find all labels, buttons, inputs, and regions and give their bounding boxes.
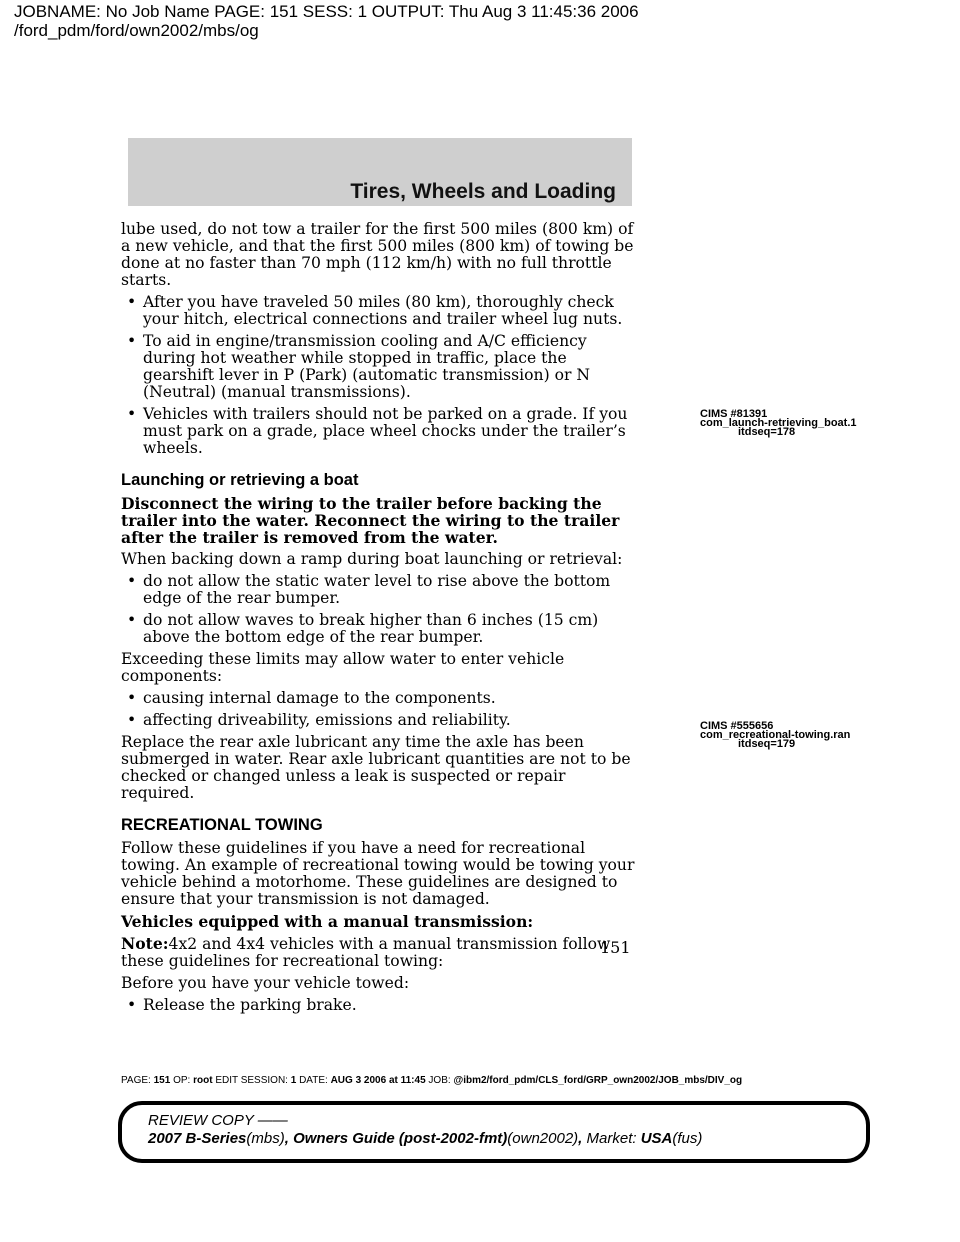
bullet-icon: • [127,332,137,350]
review-market: USA [640,1130,673,1147]
list-item [121,333,641,401]
list-item-text: Release the parking brake. [143,996,357,1014]
note-label: Note: [121,934,169,953]
review-sep: , [284,1130,294,1147]
list-item [121,612,641,646]
list-item [121,712,641,729]
bullet-icon: • [127,689,137,707]
footer-date-value: AUG 3 2006 at 11:45 [330,1075,426,1086]
list-item-text: do not allow the static water level to rise above the bottom edge of the rear bumper. [143,572,611,607]
footer-session-value: 1 [290,1075,297,1086]
paragraph-continued: lube used, do not tow a trailer for the first 500 miles (800 km) of a new vehicle, and that the first 500 miles (800 km) of towing be done at no faster than 70 mph (112 km/h) with no full throttle starts. [121,220,634,289]
bullet-icon: • [127,611,137,629]
list-item-text: causing internal damage to the components. [143,689,496,707]
exceed-paragraph: Exceeding these limits may allow water to enter vehicle components: [121,650,565,685]
heading-recreational-towing: RECREATIONAL TOWING [121,816,323,834]
cims-id: CIMS #81391 [700,408,768,420]
manual-transmission-heading: Vehicles equipped with a manual transmission: [121,912,534,931]
page-body [121,221,641,1019]
review-model: 2007 B-Series [148,1130,247,1147]
list-item [121,294,641,328]
cims-note-launch [700,410,857,437]
job-header-line2: /ford_pdm/ford/own2002/mbs/og [14,21,259,40]
list-item-text: Vehicles with trailers should not be parked on a grade. If you must park on a grade, place wheel chocks under the trailer’s wheels. [143,405,628,457]
cims-file: com_launch-retrieving_boat.1 [700,417,857,429]
list-item [121,997,641,1014]
job-header-line1: JOBNAME: No Job Name PAGE: 151 SESS: 1 OUTPUT: Thu Aug 3 11:45:36 2006 [14,2,639,21]
footer-job-label: JOB: [428,1075,451,1086]
review-model-code: (mbs) [246,1130,285,1147]
footer-date-label: DATE: [299,1075,328,1086]
review-market-label: Market: [586,1130,641,1147]
review-guide-code: (own2002) [507,1130,579,1147]
footer-info [121,1075,742,1086]
cims-seq: itdseq=179 [738,738,796,750]
footer-job-value: @ibm2/ford_pdm/CLS_ford/GRP_own2002/JOB_mbs/DIV_og [453,1075,743,1086]
list-item [121,406,641,457]
cims-id: CIMS #555656 [700,720,774,732]
review-copy-label: REVIEW COPY —— [148,1112,288,1129]
list-item-text: After you have traveled 50 miles (80 km), thoroughly check your hitch, electrical connections and trailer wheel lug nuts. [143,293,623,328]
list-item-text: do not allow waves to break higher than 6 inches (15 cm) above the bottom edge of the rear bumper. [143,611,599,646]
cims-seq: itdseq=178 [738,426,796,438]
section-title: Tires, Wheels and Loading [350,180,616,203]
replace-paragraph: Replace the rear axle lubricant any time the axle has been submerged in water. Rear axle lubricant quantities are not to be checked or changed unless a leak is suspected or repair required. [121,733,631,802]
heading-launching-boat: Launching or retrieving a boat [121,471,359,489]
launch-intro: When backing down a ramp during boat launching or retrieval: [121,550,623,568]
review-sep: , [578,1130,587,1147]
before-towed-paragraph: Before you have your vehicle towed: [121,974,410,992]
bullet-icon: • [127,572,137,590]
review-copy-text [148,1112,702,1148]
footer-session-label: EDIT SESSION: [215,1075,288,1086]
footer-op-value: root [193,1075,213,1086]
bullet-icon: • [127,293,137,311]
list-item-text: To aid in engine/transmission cooling and A/C efficiency during hot weather while stopped in traffic, place the gearshift lever in P (Park) (automatic transmission) or N (Neutral) (manual transmissions). [143,332,591,401]
footer-page-value: 151 [153,1075,171,1086]
footer-op-label: OP: [173,1075,191,1086]
bullet-icon: • [127,996,137,1014]
page-number: 151 [600,938,631,957]
list-item [121,690,641,707]
note-paragraph [121,935,641,970]
section-header-band [128,138,632,206]
note-text: 4x2 and 4x4 vehicles with a manual transmission follow these guidelines for recreational towing: [121,935,611,970]
list-item-text: affecting driveability, emissions and reliability. [143,711,511,729]
review-market-code: (fus) [672,1130,703,1147]
review-guide: Owners Guide (post-2002-fmt) [293,1130,508,1147]
bullet-icon: • [127,711,137,729]
bullet-icon: • [127,405,137,423]
list-item [121,573,641,607]
cims-note-recreational [700,722,850,749]
footer-page-label: PAGE: [121,1075,151,1086]
recreational-intro: Follow these guidelines if you have a need for recreational towing. An example of recreational towing would be towing your vehicle behind a motorhome. These guidelines are designed to ensure that your transmission is not damaged. [121,839,635,908]
review-copy-details [148,1130,702,1148]
cims-file: com_recreational-towing.ran [700,729,851,741]
launch-warning: Disconnect the wiring to the trailer before backing the trailer into the water. Reconnect the wiring to the trailer after the trailer is removed from the water. [121,494,620,547]
